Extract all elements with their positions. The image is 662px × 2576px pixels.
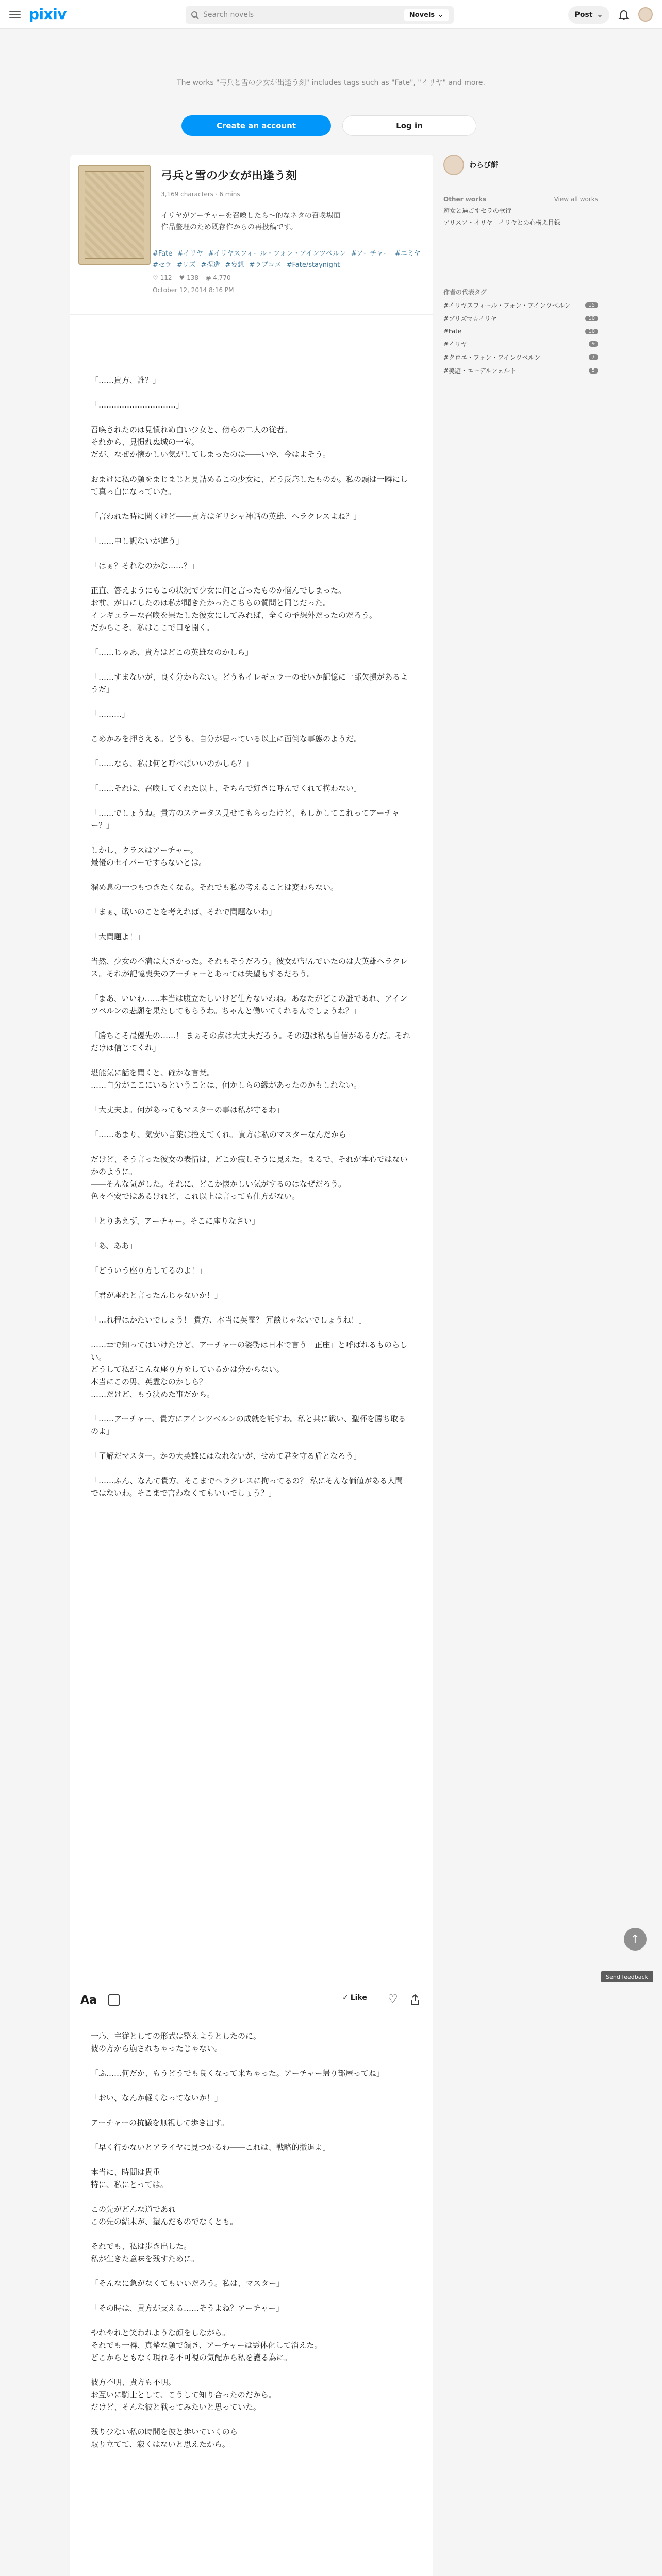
tag-link[interactable]: #捏造 (201, 261, 220, 269)
novel-paragraph: 「言われた時に聞くけど――貴方はギリシャ神話の英雄、ヘラクレスよね？」 (91, 512, 361, 521)
share-icon[interactable] (410, 1994, 420, 2005)
author-tag-count: 10 (585, 329, 598, 334)
sidebar-author[interactable] (443, 155, 598, 175)
chevron-down-icon: ⌄ (597, 11, 603, 19)
novel-paragraph: しかし、クラスはアーチャー。 最優のセイバーですらないとは。 (91, 845, 207, 867)
author-tag-list (443, 301, 598, 375)
tag-link[interactable]: #イリヤスフィール・フォン・アインツベルン (208, 250, 346, 258)
display-settings-icon[interactable] (108, 1994, 120, 2006)
novel-paragraph: 「…れ程はかたいでしょう！ 貴方、本当に英霊？ 冗談じゃないでしょうね！」 (91, 1315, 367, 1325)
novel-paragraph: 正直、答えようにもこの状況で少女に何と言ったものか悩んでしまった。 お前、が口にしたのは私が聞きたかったこちらの質問と同じだった。 イレギュラーな召喚を果たした彼女にしてみれば、全くの予想外だったのだろう。 だからこそ、私はここで口を開く。 (91, 586, 377, 632)
novel-paragraph: 「君が座れと言ったんじゃないか！」 (91, 1291, 223, 1300)
novel-paragraph: 「…………………………」 (91, 400, 184, 410)
author-tag-row[interactable] (443, 340, 598, 348)
tag-link[interactable]: #アーチャー (351, 250, 390, 258)
search-icon (191, 11, 199, 19)
author-tag-count: 15 (585, 302, 598, 308)
author-tag-name: #イリヤ (443, 341, 467, 348)
novel-paragraph: ……幸で知ってはいけたけど、アーチャーの姿勢は日本で言う「正座」と呼ばれるものらしい。 どうして私がこんな座り方をしているかは分からない。 本当にこの男、英霊なのかしら？ ……だけど、もう決めた事だから。 (91, 1340, 408, 1399)
bookmark-count: ♥ 138 (179, 274, 198, 281)
author-tags-title: 作者の代表タグ (443, 289, 487, 296)
login-button[interactable]: Log in (342, 115, 476, 136)
search-filter-label: Novels (409, 11, 435, 19)
work-stats (153, 274, 231, 281)
bell-icon[interactable] (618, 8, 630, 21)
bookmark-count-value: 138 (187, 274, 198, 281)
sidebar-author-name[interactable]: わらび餅 (469, 161, 498, 170)
tag-list (153, 248, 426, 271)
novel-paragraph: 堪能気に話を聞くと、確かな言葉。 ……自分がここにいるということは、何かしらの縁があったのかもしれない。 (91, 1068, 361, 1090)
novel-paragraph: 「おい、なんか軽くなってないか！」 (91, 2093, 223, 2103)
novel-paragraph: 「……すまないが、良く分からない。どうもイレギュラーのせいか記憶に一部欠損があるようだ」 (91, 672, 408, 694)
heart-icon[interactable]: ♡ (388, 1993, 398, 2006)
post-button[interactable] (568, 6, 609, 24)
tag-link[interactable]: #イリヤ (177, 250, 203, 258)
post-label: Post (574, 11, 593, 19)
search-input[interactable]: Search novels (203, 11, 254, 19)
novel-paragraph: 「早く行かないとアライヤに見つかるわ――これは、戦略的撤退よ」 (91, 2143, 330, 2152)
novel-paragraph: 「……でしょうね。貴方のステータス見せてもらったけど、もしかしてこれってアーチャー？」 (91, 808, 400, 830)
novel-paragraph: この先がどんな道であれ この先の結末が、望んだものでなくとも。 (91, 2205, 238, 2226)
other-work-link[interactable]: アリスア・イリヤ イリヤとの心構え目録 (443, 219, 560, 226)
novel-paragraph: 当然、少女の不満は大きかった。それもそうだろう。彼女が望んでいたのは大英雄ヘラクレス。それが記憶喪失のアーチャーとあっては失望もするだろう。 (91, 957, 408, 978)
novel-paragraph: 「……あまり、気安い言葉は控えてくれ。貴方は私のマスターなんだから」 (91, 1130, 354, 1139)
author-tag-name: #Fate (443, 328, 462, 335)
novel-paragraph: 溜め息の一つもつきたくなる。それでも私の考えることは変わらない。 (91, 883, 339, 892)
arrow-up-icon: ↑ (630, 1933, 640, 1946)
author-tag-row[interactable] (443, 353, 598, 362)
author-tag-name: #イリヤスフィール・フォン・アインツベルン (443, 302, 571, 309)
author-tag-count: 5 (589, 368, 598, 374)
novel-paragraph: 「了解だマスター。かの大英雄にはなれないが、せめて君を守る盾となろう」 (91, 1451, 361, 1461)
novel-cover-image (78, 165, 151, 265)
novel-paragraph: 「どういう座り方してるのよ！」 (91, 1266, 207, 1275)
chevron-down-icon: ⌄ (438, 11, 443, 19)
novel-paragraph: だけど、そう言った彼女の表情は、どこか寂しそうに見えた。まるで、それが本心ではないかのように。 ――そんな気がした。それに、どこか懐かしい気がするのはなぜだろう。 色々不安ではあるけれど、これ以上は言っても仕方がない。 (91, 1155, 408, 1201)
author-tag-name: #プリズマ☆イリヤ (443, 315, 497, 323)
author-tag-row[interactable] (443, 314, 598, 323)
top-header (0, 0, 662, 29)
novel-paragraph: 「その時は、貴方が支える……そうよね？アーチャー」 (91, 2303, 284, 2313)
user-avatar[interactable] (638, 7, 653, 22)
search-box[interactable] (186, 6, 454, 24)
feedback-button[interactable]: Send feedback (601, 1971, 653, 1982)
author-tag-count: 7 (589, 354, 598, 360)
reader-toolbar (78, 1990, 425, 2010)
author-tag-name: #クロエ・フォン・アインツベルン (443, 354, 541, 361)
novel-paragraph: 「……申し訳ないが違う」 (91, 536, 184, 546)
novel-paragraph: 「はぁ？それなのかな……？」 (91, 561, 200, 570)
sidebar-author-avatar[interactable] (443, 155, 464, 175)
view-count: ◉ 4,770 (205, 274, 231, 281)
novel-paragraph: こめかみを押さえる。どうも、自分が思っている以上に面倒な事態のようだ。 (91, 734, 362, 743)
novel-paragraph: 「大問題よ！」 (91, 932, 145, 941)
novel-paragraph: 「大丈夫よ。何があってもマスターの事は私が守るわ」 (91, 1105, 284, 1114)
novel-paragraph: 「まぁ、戦いのことを考えれば、それで問題ないわ」 (91, 907, 277, 917)
novel-paragraph: 「……ふん、なんて貴方、そこまでヘラクレスに拘ってるの？ 私にそんな価値がある人間ではないわ。そこまで言わなくてもいいでしょう？」 (91, 1476, 403, 1498)
novel-card (70, 155, 433, 2576)
tag-link[interactable]: #妄想 (225, 261, 244, 269)
tag-link[interactable]: #Fate/staynight (286, 261, 340, 269)
author-tag-row[interactable] (443, 328, 598, 335)
novel-paragraph: 「………」 (91, 709, 130, 719)
novel-paragraph: おまけに私の顔をまじまじと見詰めるこの少女に、どう反応したものか。私の頭は一瞬にして真っ白になっていた。 (91, 474, 408, 496)
tag-notice: The works "弓兵と雪の少女が出逢う刻" includes tags such as "Fate", "イリヤ" and more. (177, 79, 485, 87)
novel-paragraph: 「……なら、私は何と呼べばいいのかしら？」 (91, 759, 254, 768)
author-tag-row[interactable] (443, 301, 598, 310)
novel-paragraph: それでも、私は歩き出した。 私が生きた意味を残すために。 (91, 2242, 200, 2263)
novel-paragraph: 「あ、ああ」 (91, 1241, 137, 1250)
work-description: イリヤがアーチャーを召喚したら～的なネタの召喚場面 作品整理のため既存作からの再投稿です。 (161, 212, 341, 231)
novel-paragraph: 残り少ない私の時間を彼と歩いていくのら 取り立てて、寂くはないと思えたから。 (91, 2427, 238, 2449)
like-count-value: 112 (160, 274, 172, 281)
novel-paragraph: 「……アーチャー、貴方にアインツベルンの成就を託すわ。私と共に戦い、聖杯を勝ち取るのよ」 (91, 1414, 406, 1436)
work-meta: 3,169 characters · 6 mins (161, 191, 240, 198)
tag-link[interactable]: #ラブコメ (249, 261, 282, 269)
search-filter-select[interactable] (404, 9, 449, 21)
novel-paragraph: 「ふ……何だか、もうどうでも良くなって来ちゃった。アーチャー帰り部屋ってね」 (91, 2069, 385, 2078)
sidebar (443, 155, 598, 375)
novel-paragraph: アーチャーの抗議を無視して歩き出す。 (91, 2118, 229, 2127)
thumb-icon: ✓ (342, 1994, 349, 2002)
like-button[interactable] (342, 1994, 367, 2002)
novel-paragraph: 「……じゃあ、貴方はどこの英雄なのかしら」 (91, 648, 253, 657)
novel-paragraph: 「そんなに急がなくてもいいだろう。私は、マスター」 (91, 2279, 285, 2288)
work-title: 弓兵と雪の少女が出逢う刻 (161, 170, 297, 182)
post-date: October 12, 2014 8:16 PM (153, 286, 234, 294)
tag-link[interactable]: #Fate (153, 250, 173, 258)
scroll-top-button[interactable] (624, 1928, 647, 1951)
novel-paragraph: 「まあ、いいわ……本当は腹立たしいけど仕方ないわね。あなたがどこの誰であれ、アインツベルンの悲願を果たしてもらうわ。ちゃんと働いてくれるんでしょうね？」 (91, 994, 407, 1015)
pixiv-logo[interactable]: pixiv (29, 6, 67, 23)
like-label: Like (350, 1994, 367, 2002)
other-work-link[interactable]: 遊女と過ごすセラの歌行 (443, 207, 511, 214)
novel-paragraph: 「……貴方、誰？」 (91, 376, 161, 385)
author-tag-row[interactable] (443, 366, 598, 375)
novel-paragraph: 「とりあえず、アーチャー。そこに座りなさい」 (91, 1216, 260, 1226)
novel-paragraph: 召喚されたのは見慣れぬ白い少女と、傍らの二人の従者。 それから、見慣れぬ城の一室。 だが、なぜか懐かしい気がしてしまったのは――いや、今はよそう。 (91, 425, 330, 459)
sidebar-view-all-link[interactable]: View all works (554, 196, 598, 203)
font-settings-button[interactable]: Aa (80, 1993, 97, 2007)
divider (70, 314, 433, 315)
create-account-button[interactable]: Create an account (181, 115, 331, 136)
novel-paragraph: 一応、主従としての形式は整えようとしたのに。 彼の方から崩されちゃったじゃない。 (91, 2031, 261, 2053)
author-tag-name: #美遊・エーデルフェルト (443, 367, 516, 375)
other-works-header (443, 196, 598, 203)
tag-link[interactable]: #エミヤ (394, 250, 421, 258)
novel-paragraph: 彼方不明、貴方も不明。 お互いに騎士として、こうして知り合ったのだから。 だけど、そんな彼と戦ってみたいと思っていた。 (91, 2378, 276, 2412)
author-tag-count: 9 (589, 341, 598, 347)
tag-link[interactable]: #セラ (153, 261, 172, 269)
novel-body-continued (91, 2030, 410, 2463)
novel-paragraph: 本当に、時間は貴重 特に、私にとっては。 (91, 2167, 168, 2189)
view-count-value: 4,770 (213, 274, 231, 281)
menu-icon[interactable] (9, 11, 21, 18)
novel-paragraph: やれやれと笑われような顔をしながら。 それでも一瞬、真摯な顔で頷き、アーチャーは霊体化して消えた。 どこからともなく現れる不可視の気配から私を護る為に。 (91, 2328, 322, 2362)
like-count: ♡ 112 (153, 274, 172, 281)
novel-body (91, 374, 410, 1512)
novel-paragraph: 「……それは、召喚してくれた以上、そちらで好きに呼んでくれて構わない」 (91, 784, 361, 793)
tag-link[interactable]: #リズ (176, 261, 196, 269)
novel-paragraph: 「勝ちこそ最優先の……！ まぁその点は大丈夫だろう。その辺は私も自信がある方だ。それだけは信じてくれ」 (91, 1031, 410, 1053)
other-works-label: Other works (443, 196, 487, 203)
author-tag-count: 10 (585, 316, 598, 321)
